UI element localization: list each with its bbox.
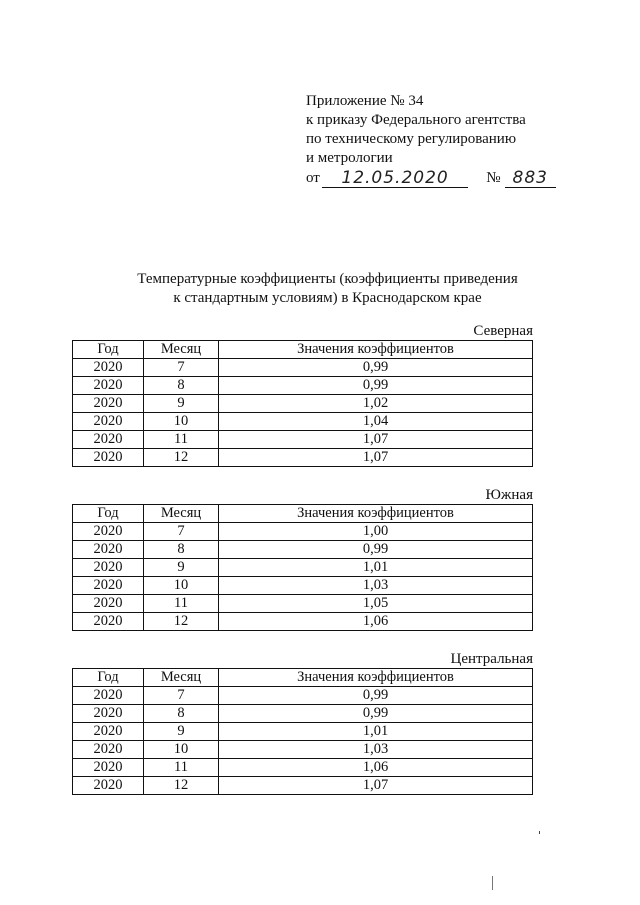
- title-line-1: Температурные коэффициенты (коэффициенты приведения: [137, 271, 518, 287]
- column-header-value: Значения коэффициентов: [219, 341, 533, 359]
- table-row: [73, 413, 533, 431]
- cell-value: 1,06: [219, 613, 533, 631]
- cell-month: 10: [144, 413, 219, 431]
- cell-value: 1,03: [219, 741, 533, 759]
- handwritten-order-number: 883: [505, 169, 556, 188]
- cell-month: 8: [144, 705, 219, 723]
- table-row: [73, 559, 533, 577]
- agency-line: по техническому регулированию: [306, 131, 517, 147]
- table-row: [73, 431, 533, 449]
- cell-year: 2020: [73, 705, 144, 723]
- cell-month: 10: [144, 577, 219, 595]
- cell-value: 1,05: [219, 595, 533, 613]
- appendix-number: Приложение № 34: [306, 93, 424, 109]
- handwritten-date: 12.05.2020: [322, 169, 468, 188]
- cell-year: 2020: [73, 741, 144, 759]
- cell-value: 0,99: [219, 359, 533, 377]
- cell-year: 2020: [73, 523, 144, 541]
- cell-month: 8: [144, 377, 219, 395]
- column-header-year: Год: [73, 505, 144, 523]
- cell-year: 2020: [73, 413, 144, 431]
- cell-month: 7: [144, 687, 219, 705]
- table-row: [73, 613, 533, 631]
- cell-year: 2020: [73, 759, 144, 777]
- coefficients-table-central: [72, 668, 533, 795]
- table-row: [73, 777, 533, 795]
- cell-value: 1,07: [219, 777, 533, 795]
- cell-value: 1,00: [219, 523, 533, 541]
- cell-value: 0,99: [219, 377, 533, 395]
- table-row: [73, 359, 533, 377]
- cell-year: 2020: [73, 613, 144, 631]
- cell-value: 0,99: [219, 705, 533, 723]
- column-header-month: Месяц: [144, 341, 219, 359]
- table-row: [73, 723, 533, 741]
- cell-year: 2020: [73, 687, 144, 705]
- cell-year: 2020: [73, 541, 144, 559]
- cell-year: 2020: [73, 449, 144, 467]
- cell-month: 11: [144, 431, 219, 449]
- cell-month: 9: [144, 559, 219, 577]
- cell-value: 1,03: [219, 577, 533, 595]
- cell-value: 1,02: [219, 395, 533, 413]
- cell-value: 1,01: [219, 723, 533, 741]
- cell-value: 1,06: [219, 759, 533, 777]
- cell-year: 2020: [73, 559, 144, 577]
- cell-value: 1,04: [219, 413, 533, 431]
- date-prefix: от: [306, 170, 320, 186]
- table-row: [73, 523, 533, 541]
- cell-month: 12: [144, 449, 219, 467]
- cell-month: 9: [144, 723, 219, 741]
- number-prefix: №: [486, 170, 501, 186]
- table-row: [73, 377, 533, 395]
- order-reference-line: к приказу Федерального агентства: [306, 112, 526, 128]
- table-row: [73, 705, 533, 723]
- table-header-row: [73, 505, 533, 523]
- cell-value: 1,07: [219, 431, 533, 449]
- table-row: [73, 759, 533, 777]
- cell-value: 0,99: [219, 541, 533, 559]
- cell-year: 2020: [73, 377, 144, 395]
- cell-month: 7: [144, 359, 219, 377]
- coefficients-table-south: [72, 504, 533, 631]
- title-line-2: к стандартным условиям) в Краснодарском крае: [173, 290, 482, 306]
- cell-month: 7: [144, 523, 219, 541]
- column-header-value: Значения коэффициентов: [219, 505, 533, 523]
- table-row: [73, 741, 533, 759]
- cell-month: 9: [144, 395, 219, 413]
- table-row: [73, 595, 533, 613]
- cell-year: 2020: [73, 777, 144, 795]
- cell-value: 1,01: [219, 559, 533, 577]
- table-header-row: [73, 341, 533, 359]
- table-row: [73, 541, 533, 559]
- column-header-month: Месяц: [144, 669, 219, 687]
- cell-year: 2020: [73, 395, 144, 413]
- cell-month: 10: [144, 741, 219, 759]
- table-row: [73, 395, 533, 413]
- coefficients-table-north: [72, 340, 533, 467]
- table-row: [73, 449, 533, 467]
- table-header-row: [73, 669, 533, 687]
- order-date-row: [306, 169, 556, 188]
- scan-speck: [492, 876, 493, 890]
- cell-month: 12: [144, 777, 219, 795]
- region-label-central: Центральная: [450, 651, 533, 667]
- cell-month: 11: [144, 759, 219, 777]
- scan-speck: [539, 831, 540, 834]
- cell-month: 11: [144, 595, 219, 613]
- column-header-value: Значения коэффициентов: [219, 669, 533, 687]
- column-header-month: Месяц: [144, 505, 219, 523]
- cell-month: 12: [144, 613, 219, 631]
- cell-year: 2020: [73, 723, 144, 741]
- metrology-line: и метрологии: [306, 150, 393, 166]
- appendix-header: [306, 92, 556, 188]
- table-row: [73, 577, 533, 595]
- cell-month: 8: [144, 541, 219, 559]
- region-label-south: Южная: [485, 487, 533, 503]
- region-label-north: Северная: [473, 323, 533, 339]
- cell-year: 2020: [73, 431, 144, 449]
- table-row: [73, 687, 533, 705]
- cell-year: 2020: [73, 577, 144, 595]
- document-title: [60, 270, 595, 308]
- cell-year: 2020: [73, 595, 144, 613]
- column-header-year: Год: [73, 669, 144, 687]
- column-header-year: Год: [73, 341, 144, 359]
- cell-value: 0,99: [219, 687, 533, 705]
- cell-value: 1,07: [219, 449, 533, 467]
- cell-year: 2020: [73, 359, 144, 377]
